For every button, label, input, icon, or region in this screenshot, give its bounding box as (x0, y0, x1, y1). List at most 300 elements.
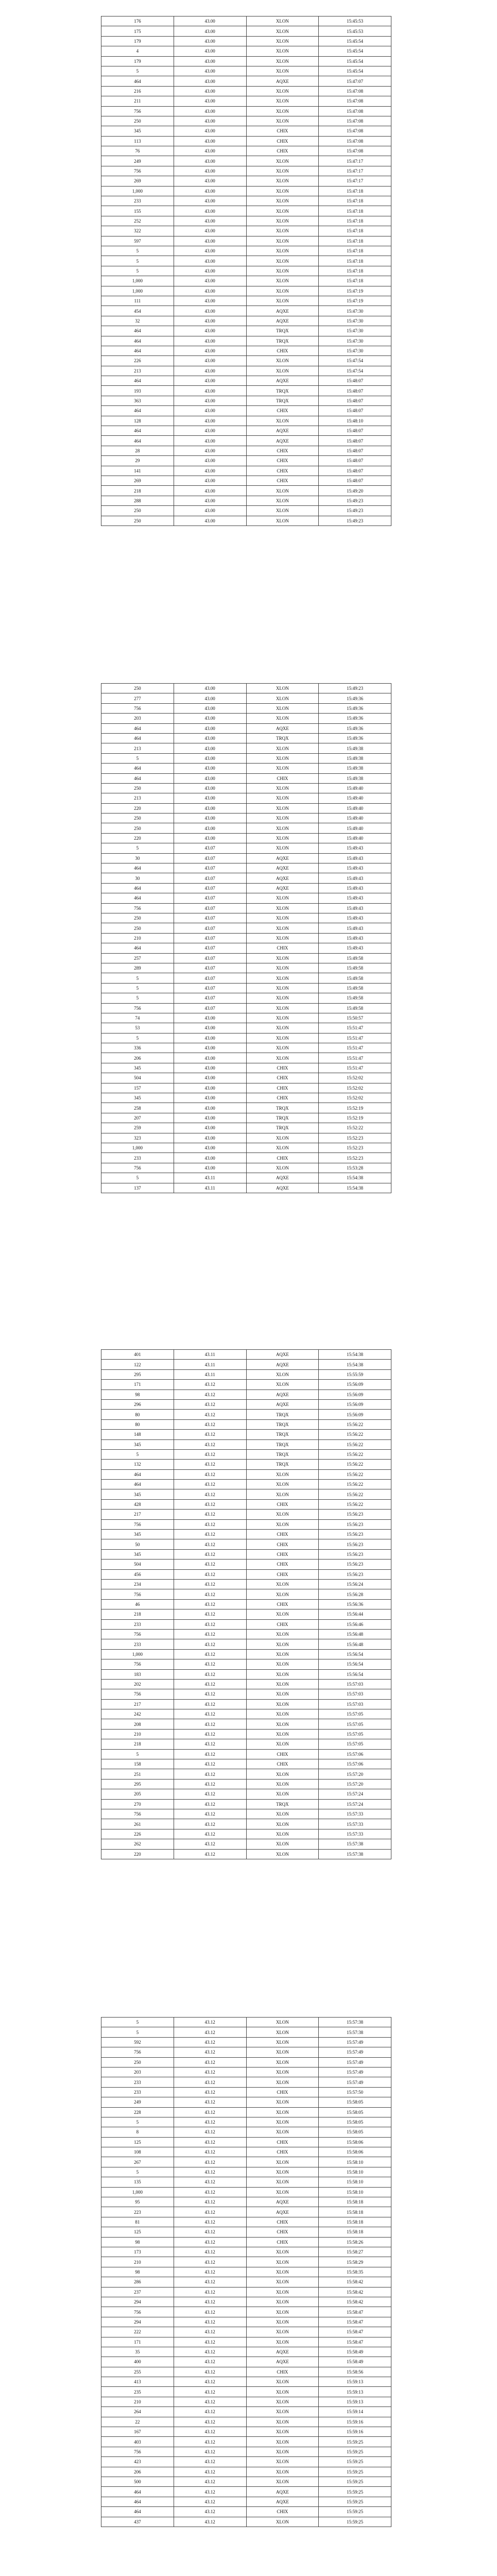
time-cell: 15:56:23 (319, 1549, 391, 1559)
venue-cell: AQXE (246, 883, 319, 893)
price-cell: 43.11 (174, 1369, 246, 1379)
table-row (101, 336, 391, 346)
volume-cell: 464 (101, 863, 174, 873)
volume-cell: 464 (101, 764, 174, 773)
venue-cell: AQXE (246, 2357, 319, 2367)
time-cell: 15:48:07 (319, 386, 391, 396)
table-row (101, 2327, 391, 2337)
price-cell: 43.12 (174, 1549, 246, 1559)
venue-cell: XLON (246, 1013, 319, 1023)
volume-cell: 250 (101, 783, 174, 793)
time-cell: 15:47:07 (319, 76, 391, 86)
price-cell: 43.00 (174, 1053, 246, 1063)
time-cell: 15:47:17 (319, 176, 391, 186)
table-row (101, 496, 391, 505)
venue-cell: XLON (246, 26, 319, 36)
time-cell: 15:47:08 (319, 86, 391, 96)
venue-cell: XLON (246, 823, 319, 833)
table-row (101, 2257, 391, 2267)
volume-cell: 267 (101, 2157, 174, 2167)
venue-cell: XLON (246, 1719, 319, 1729)
price-cell: 43.00 (174, 516, 246, 526)
time-cell: 15:51:47 (319, 1063, 391, 1073)
venue-cell: XLON (246, 1709, 319, 1719)
time-cell: 15:49:40 (319, 793, 391, 803)
volume-cell: 125 (101, 2227, 174, 2237)
venue-cell: XLON (246, 963, 319, 973)
volume-cell: 250 (101, 2057, 174, 2067)
price-cell: 43.12 (174, 2297, 246, 2307)
price-cell: 43.00 (174, 496, 246, 505)
venue-cell: XLON (246, 2267, 319, 2277)
time-cell: 15:58:18 (319, 2207, 391, 2217)
table-row (101, 1849, 391, 1859)
table-page-1 (101, 16, 391, 526)
table-row (101, 2157, 391, 2167)
table-row (101, 843, 391, 853)
venue-cell: XLON (246, 893, 319, 903)
table-row (101, 2037, 391, 2047)
venue-cell: XLON (246, 1053, 319, 1063)
volume-cell: 108 (101, 2147, 174, 2157)
table-row (101, 1013, 391, 1023)
venue-cell: XLON (246, 2437, 319, 2447)
volume-cell: 1,000 (101, 286, 174, 296)
time-cell: 15:49:43 (319, 903, 391, 913)
venue-cell: XLON (246, 2467, 319, 2477)
volume-cell: 456 (101, 1569, 174, 1579)
time-cell: 15:52:23 (319, 1133, 391, 1143)
volume-cell: 262 (101, 1839, 174, 1849)
table-row (101, 16, 391, 26)
table-row (101, 1510, 391, 1519)
time-cell: 15:45:53 (319, 26, 391, 36)
volume-cell: 216 (101, 86, 174, 96)
time-cell: 15:49:58 (319, 953, 391, 963)
time-cell: 15:47:18 (319, 186, 391, 196)
venue-cell: XLON (246, 1519, 319, 1529)
table-row (101, 126, 391, 136)
venue-cell: XLON (246, 1769, 319, 1779)
price-cell: 43.00 (174, 1113, 246, 1123)
price-cell: 43.00 (174, 773, 246, 783)
venue-cell: XLON (246, 226, 319, 236)
table-row (101, 1123, 391, 1133)
volume-cell: 323 (101, 1133, 174, 1143)
volume-cell: 345 (101, 1063, 174, 1073)
venue-cell: XLON (246, 196, 319, 206)
price-cell: 43.00 (174, 86, 246, 96)
volume-cell: 203 (101, 2067, 174, 2077)
venue-cell: XLON (246, 793, 319, 803)
venue-cell: AQXE (246, 1350, 319, 1360)
price-cell: 43.12 (174, 2347, 246, 2357)
venue-cell: XLON (246, 2018, 319, 2027)
price-cell: 43.07 (174, 893, 246, 903)
venue-cell: XLON (246, 2297, 319, 2307)
price-cell: 43.11 (174, 1183, 246, 1193)
trades-table (101, 683, 391, 1193)
time-cell: 15:52:22 (319, 1123, 391, 1133)
venue-cell: XLON (246, 753, 319, 763)
table-row (101, 2307, 391, 2317)
volume-cell: 157 (101, 1083, 174, 1093)
table-row (101, 1133, 391, 1143)
venue-cell: XLON (246, 2397, 319, 2406)
volume-cell: 50 (101, 1539, 174, 1549)
time-cell: 15:58:10 (319, 2177, 391, 2187)
venue-cell: XLON (246, 933, 319, 943)
table-row (101, 1350, 391, 1360)
venue-cell: CHIX (246, 1619, 319, 1629)
venue-cell: CHIX (246, 2087, 319, 2097)
price-cell: 43.12 (174, 2187, 246, 2197)
volume-cell: 222 (101, 2327, 174, 2337)
table-row (101, 2337, 391, 2347)
table-row (101, 2517, 391, 2527)
table-row (101, 2057, 391, 2067)
volume-cell: 208 (101, 1719, 174, 1729)
price-cell: 43.12 (174, 2307, 246, 2317)
time-cell: 15:59:16 (319, 2417, 391, 2427)
time-cell: 15:57:05 (319, 1709, 391, 1719)
venue-cell: XLON (246, 1819, 319, 1829)
volume-cell: 1,000 (101, 1649, 174, 1659)
venue-cell: XLON (246, 206, 319, 216)
price-cell: 43.12 (174, 2447, 246, 2456)
venue-cell: CHIX (246, 406, 319, 416)
table-page-3 (101, 1349, 391, 1859)
time-cell: 15:49:36 (319, 733, 391, 743)
price-cell: 43.12 (174, 2367, 246, 2377)
venue-cell: CHIX (246, 476, 319, 485)
time-cell: 15:56:48 (319, 1629, 391, 1639)
volume-cell: 296 (101, 1399, 174, 1409)
time-cell: 15:58:05 (319, 2097, 391, 2107)
volume-cell: 261 (101, 1819, 174, 1829)
price-cell: 43.12 (174, 2097, 246, 2107)
table-row (101, 396, 391, 405)
price-cell: 43.00 (174, 1093, 246, 1103)
price-cell: 43.12 (174, 1669, 246, 1679)
volume-cell: 213 (101, 366, 174, 376)
table-row (101, 1499, 391, 1509)
time-cell: 15:49:38 (319, 753, 391, 763)
table-row (101, 814, 391, 823)
time-cell: 15:54:38 (319, 1173, 391, 1183)
venue-cell: XLON (246, 2387, 319, 2397)
table-row (101, 1063, 391, 1073)
table-row (101, 306, 391, 316)
volume-cell: 5 (101, 1033, 174, 1043)
price-cell: 43.12 (174, 2417, 246, 2427)
table-row (101, 1399, 391, 1409)
volume-cell: 183 (101, 1669, 174, 1679)
time-cell: 15:56:22 (319, 1469, 391, 1479)
venue-cell: CHIX (246, 943, 319, 953)
venue-cell: CHIX (246, 466, 319, 476)
time-cell: 15:58:05 (319, 2127, 391, 2137)
price-cell: 43.12 (174, 2217, 246, 2227)
venue-cell: CHIX (246, 446, 319, 455)
price-cell: 43.00 (174, 356, 246, 366)
volume-cell: 30 (101, 853, 174, 863)
volume-cell: 206 (101, 1053, 174, 1063)
table-row (101, 1659, 391, 1669)
table-row (101, 1539, 391, 1549)
time-cell: 15:49:36 (319, 714, 391, 723)
venue-cell: XLON (246, 2157, 319, 2167)
time-cell: 15:49:43 (319, 843, 391, 853)
time-cell: 15:59:25 (319, 2487, 391, 2497)
volume-cell: 756 (101, 1659, 174, 1669)
table-row (101, 1360, 391, 1369)
table-row (101, 2487, 391, 2497)
table-row (101, 2167, 391, 2177)
venue-cell: CHIX (246, 146, 319, 156)
time-cell: 15:45:54 (319, 46, 391, 56)
volume-cell: 217 (101, 1510, 174, 1519)
table-row (101, 176, 391, 186)
table-row (101, 1163, 391, 1173)
time-cell: 15:47:18 (319, 276, 391, 286)
venue-cell: XLON (246, 486, 319, 496)
venue-cell: XLON (246, 1779, 319, 1789)
time-cell: 15:58:47 (319, 2327, 391, 2337)
volume-cell: 228 (101, 2107, 174, 2117)
venue-cell: CHIX (246, 1093, 319, 1103)
price-cell: 43.00 (174, 456, 246, 466)
time-cell: 15:49:58 (319, 993, 391, 1003)
table-row (101, 743, 391, 753)
table-row (101, 1809, 391, 1819)
venue-cell: XLON (246, 236, 319, 246)
price-cell: 43.00 (174, 296, 246, 306)
price-cell: 43.07 (174, 873, 246, 883)
time-cell: 15:56:48 (319, 1639, 391, 1649)
time-cell: 15:52:23 (319, 1143, 391, 1153)
time-cell: 15:57:06 (319, 1749, 391, 1759)
time-cell: 15:59:13 (319, 2387, 391, 2397)
price-cell: 43.00 (174, 1163, 246, 1173)
price-cell: 43.12 (174, 1789, 246, 1799)
volume-cell: 210 (101, 933, 174, 943)
venue-cell: XLON (246, 16, 319, 26)
venue-cell: XLON (246, 1629, 319, 1639)
venue-cell: XLON (246, 764, 319, 773)
price-cell: 43.12 (174, 1430, 246, 1439)
price-cell: 43.00 (174, 446, 246, 455)
time-cell: 15:49:43 (319, 873, 391, 883)
venue-cell: XLON (246, 2287, 319, 2297)
price-cell: 43.00 (174, 1083, 246, 1093)
price-cell: 43.00 (174, 486, 246, 496)
table-row (101, 246, 391, 256)
venue-cell: AQXE (246, 316, 319, 326)
price-cell: 43.00 (174, 1143, 246, 1153)
volume-cell: 22 (101, 2417, 174, 2427)
price-cell: 43.12 (174, 2137, 246, 2147)
time-cell: 15:57:20 (319, 1769, 391, 1779)
time-cell: 15:49:36 (319, 723, 391, 733)
volume-cell: 756 (101, 903, 174, 913)
price-cell: 43.12 (174, 2147, 246, 2157)
table-row (101, 216, 391, 226)
venue-cell: XLON (246, 2477, 319, 2486)
venue-cell: XLON (246, 2117, 319, 2127)
venue-cell: XLON (246, 106, 319, 116)
volume-cell: 259 (101, 1123, 174, 1133)
table-row (101, 883, 391, 893)
table-row (101, 56, 391, 66)
volume-cell: 211 (101, 96, 174, 106)
table-row (101, 186, 391, 196)
time-cell: 15:47:30 (319, 336, 391, 346)
volume-cell: 213 (101, 743, 174, 753)
venue-cell: XLON (246, 56, 319, 66)
venue-cell: XLON (246, 1143, 319, 1153)
time-cell: 15:48:10 (319, 416, 391, 426)
time-cell: 15:56:44 (319, 1609, 391, 1619)
table-row (101, 166, 391, 176)
time-cell: 15:47:18 (319, 236, 391, 246)
time-cell: 15:56:23 (319, 1530, 391, 1539)
table-row (101, 1719, 391, 1729)
volume-cell: 464 (101, 426, 174, 436)
time-cell: 15:47:08 (319, 96, 391, 106)
volume-cell: 5 (101, 2167, 174, 2177)
volume-cell: 464 (101, 76, 174, 86)
price-cell: 43.00 (174, 1033, 246, 1043)
time-cell: 15:59:25 (319, 2517, 391, 2527)
venue-cell: XLON (246, 714, 319, 723)
table-row (101, 1799, 391, 1809)
table-row (101, 2367, 391, 2377)
table-row (101, 356, 391, 366)
table-row (101, 1619, 391, 1629)
time-cell: 15:49:58 (319, 1003, 391, 1013)
volume-cell: 210 (101, 1729, 174, 1739)
venue-cell: TRQX (246, 1799, 319, 1809)
venue-cell: XLON (246, 36, 319, 46)
volume-cell: 95 (101, 2197, 174, 2207)
time-cell: 15:58:42 (319, 2297, 391, 2307)
time-cell: 15:47:30 (319, 316, 391, 326)
price-cell: 43.12 (174, 2507, 246, 2517)
time-cell: 15:59:25 (319, 2507, 391, 2517)
time-cell: 15:59:14 (319, 2407, 391, 2417)
volume-cell: 5 (101, 2117, 174, 2127)
price-cell: 43.00 (174, 316, 246, 326)
table-row (101, 426, 391, 436)
volume-cell: 464 (101, 733, 174, 743)
price-cell: 43.12 (174, 1599, 246, 1609)
time-cell: 15:58:42 (319, 2277, 391, 2287)
time-cell: 15:49:38 (319, 773, 391, 783)
time-cell: 15:51:47 (319, 1053, 391, 1063)
volume-cell: 464 (101, 436, 174, 446)
time-cell: 15:48:07 (319, 476, 391, 485)
table-row (101, 136, 391, 146)
table-row (101, 1829, 391, 1839)
volume-cell: 76 (101, 146, 174, 156)
volume-cell: 428 (101, 1499, 174, 1509)
price-cell: 43.00 (174, 186, 246, 196)
venue-cell: XLON (246, 2027, 319, 2037)
table-row (101, 2147, 391, 2157)
volume-cell: 5 (101, 2018, 174, 2027)
venue-cell: XLON (246, 693, 319, 703)
price-cell: 43.00 (174, 466, 246, 476)
price-cell: 43.00 (174, 46, 246, 56)
price-cell: 43.12 (174, 1569, 246, 1579)
venue-cell: XLON (246, 2247, 319, 2257)
price-cell: 43.00 (174, 206, 246, 216)
venue-cell: XLON (246, 803, 319, 813)
venue-cell: XLON (246, 246, 319, 256)
volume-cell: 250 (101, 506, 174, 516)
table-row (101, 1153, 391, 1163)
price-cell: 43.00 (174, 743, 246, 753)
price-cell: 43.00 (174, 814, 246, 823)
table-row (101, 993, 391, 1003)
price-cell: 43.12 (174, 2487, 246, 2497)
table-row (101, 486, 391, 496)
time-cell: 15:47:18 (319, 226, 391, 236)
price-cell: 43.00 (174, 1013, 246, 1023)
price-cell: 43.00 (174, 416, 246, 426)
volume-cell: 464 (101, 723, 174, 733)
table-row (101, 2237, 391, 2247)
venue-cell: XLON (246, 356, 319, 366)
volume-cell: 32 (101, 316, 174, 326)
table-row (101, 2047, 391, 2057)
time-cell: 15:58:05 (319, 2107, 391, 2117)
price-cell: 43.12 (174, 1469, 246, 1479)
venue-cell: XLON (246, 96, 319, 106)
volume-cell: 203 (101, 714, 174, 723)
price-cell: 43.12 (174, 2067, 246, 2077)
price-cell: 43.00 (174, 346, 246, 355)
price-cell: 43.00 (174, 236, 246, 246)
venue-cell: XLON (246, 1669, 319, 1679)
price-cell: 43.12 (174, 1659, 246, 1669)
table-row (101, 893, 391, 903)
time-cell: 15:52:19 (319, 1113, 391, 1123)
price-cell: 43.12 (174, 2117, 246, 2127)
venue-cell: AQXE (246, 853, 319, 863)
price-cell: 43.12 (174, 1410, 246, 1419)
time-cell: 15:57:03 (319, 1679, 391, 1689)
volume-cell: 250 (101, 116, 174, 126)
price-cell: 43.00 (174, 436, 246, 446)
time-cell: 15:49:36 (319, 703, 391, 713)
table-row (101, 256, 391, 266)
price-cell: 43.12 (174, 2327, 246, 2337)
venue-cell: XLON (246, 843, 319, 853)
volume-cell: 597 (101, 236, 174, 246)
table-row (101, 2497, 391, 2506)
table-row (101, 66, 391, 76)
time-cell: 15:59:16 (319, 2427, 391, 2437)
venue-cell: AQXE (246, 2207, 319, 2217)
price-cell: 43.11 (174, 1360, 246, 1369)
volume-cell: 1,000 (101, 186, 174, 196)
volume-cell: 1,000 (101, 1143, 174, 1153)
volume-cell: 233 (101, 196, 174, 206)
time-cell: 15:51:47 (319, 1023, 391, 1033)
time-cell: 15:49:40 (319, 833, 391, 843)
